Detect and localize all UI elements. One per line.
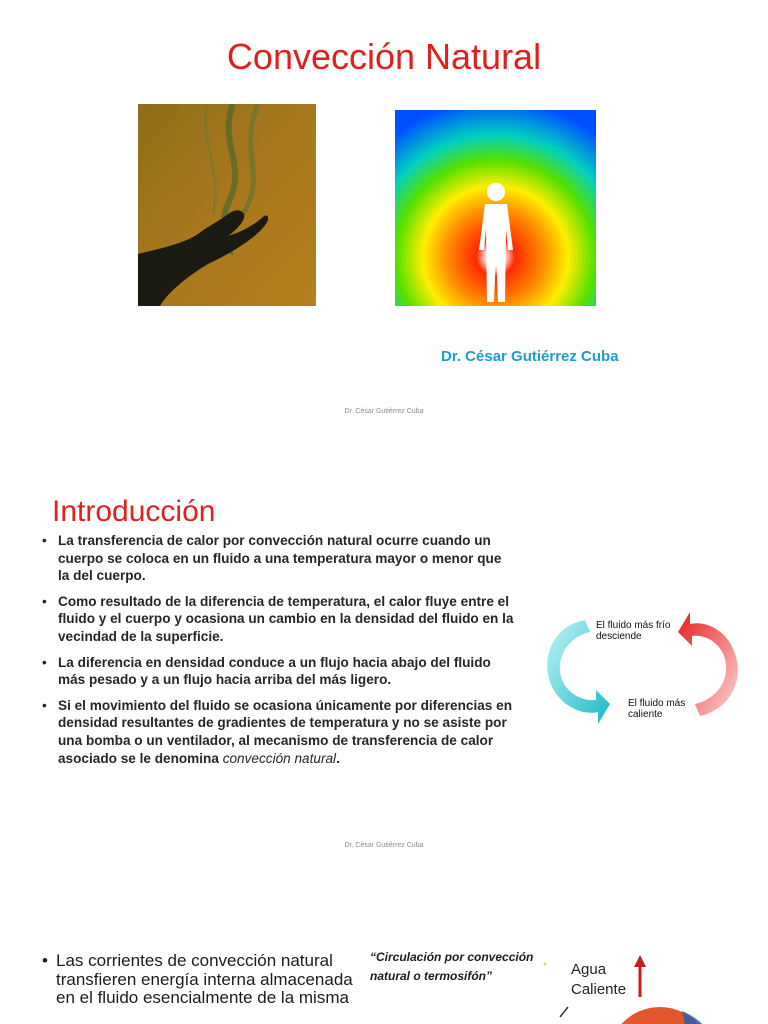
bullet-emphasis: convección natural [222, 750, 337, 766]
bullet-item [40, 697, 516, 767]
slide-title-heading: Convección Natural [226, 36, 542, 78]
slide-introduccion [0, 432, 768, 864]
bullet-list [40, 532, 516, 775]
bullet-item: • La transferencia de calor por convección natural ocurre cuando un cuerpo se coloca en un fluido a una temperatura mayor o menor que la del cuerpo. [40, 532, 516, 585]
slide-termosifon [0, 864, 768, 1024]
hand-plume-photo [138, 104, 316, 306]
hot-water-label: Agua Caliente [571, 961, 627, 998]
hot-fluid-label: El fluido más caliente [628, 698, 686, 720]
cold-fluid-label: El fluido más frío desciende [596, 620, 671, 642]
bullet-item: • Las corrientes de convección natural transfieren energía interna almacenada en el fluido esencialmente de la misma [40, 952, 356, 1008]
bullet-item: • Como resultado de la diferencia de temperatura, el calor fluye entre el fluido y el cuerpo y ocasiona un cambio en la densidad del fluido en la vecindad de la superficie. [40, 593, 516, 646]
section-heading: Introducción [52, 494, 216, 528]
slide-title [0, 0, 768, 432]
author-name: Dr. César Gutiérrez Cuba [441, 348, 619, 365]
bullet-item: • La diferencia en densidad conduce a un flujo hacia abajo del fluido más pesado y a un flujo hacia arriba del más ligero. [40, 654, 516, 689]
bullet-tail: . [336, 750, 340, 766]
slide-footer: Dr. César Gutiérrez Cuba [344, 842, 424, 849]
bullet-text: Si el movimiento del fluido se ocasiona únicamente por diferencias en densidad resultantes de gradientes de temperatura y no se asiste por una bomba o un ventilador, al mecanismo de transferencia de calor asociado se le denomina [58, 697, 512, 766]
thermal-body-image [395, 110, 596, 306]
slide-footer: Dr. César Gutiérrez Cuba [344, 408, 424, 415]
diagram-caption: “Circulación por convección natural o termosifón” [370, 950, 534, 983]
